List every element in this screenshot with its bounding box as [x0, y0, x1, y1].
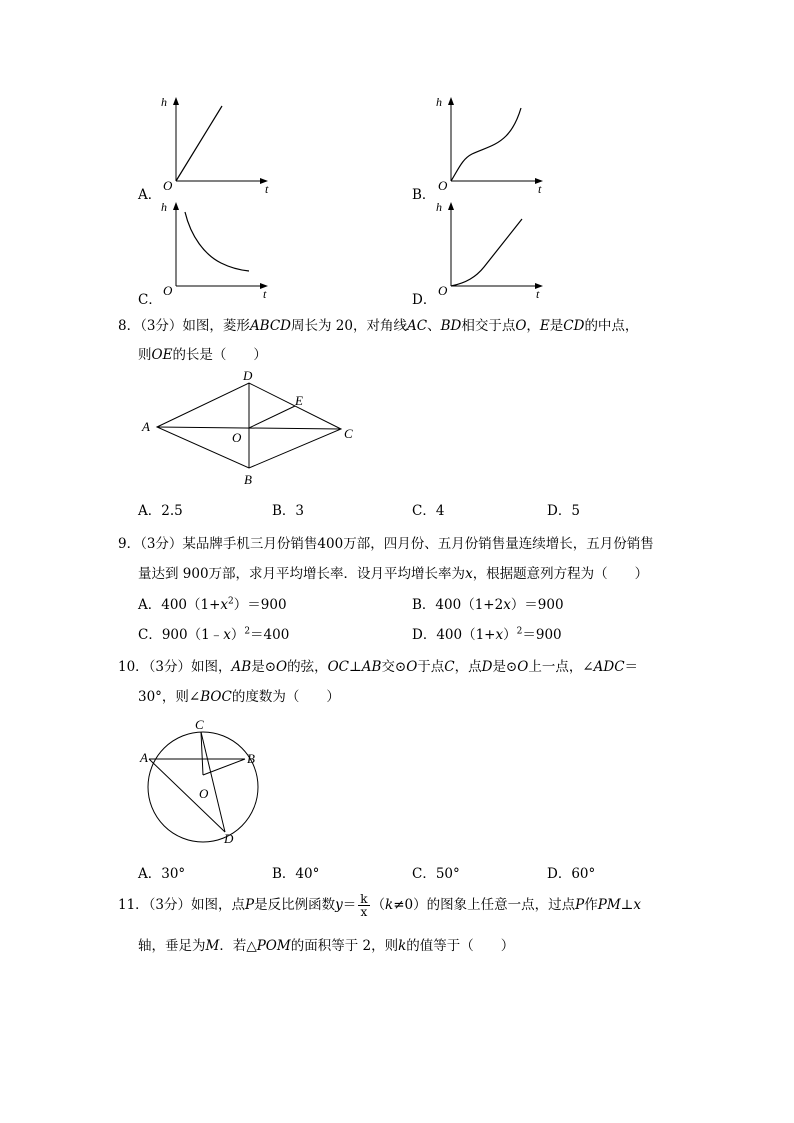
q8-var: BD — [440, 318, 462, 334]
q8-text: 的长是（ ） — [172, 347, 267, 363]
curve-c — [185, 212, 249, 271]
axis-label-h: h — [436, 200, 442, 214]
curve-d — [451, 219, 522, 286]
q8-choice-c[interactable]: C．4 — [412, 503, 445, 519]
label-e: E — [295, 393, 303, 408]
q9-exponent: 2 — [228, 596, 234, 607]
q10-var: D — [481, 659, 493, 675]
q8-var: AC — [407, 318, 428, 334]
q9-text: ，根据题意列方程为（ ） — [472, 566, 649, 582]
label-o: O — [199, 786, 209, 801]
q10-stem-line1 — [118, 655, 638, 675]
q10-text: 是⊙ — [492, 659, 518, 675]
fraction-k-over-x — [358, 893, 369, 918]
y-axis-arrow — [448, 202, 454, 210]
q8-var: CD — [563, 318, 585, 334]
q9-var: x — [223, 627, 231, 643]
q10-text: 30°，则∠ — [138, 689, 201, 705]
q7-option-a-letter: A． — [138, 187, 162, 203]
axis-label-h: h — [436, 95, 442, 109]
q11-var: M — [205, 938, 220, 954]
q7-graph-c — [155, 197, 285, 302]
q9-stem-line1: 9．（3分）某品牌手机三月份销售400万部，四月份、五月份销售量连续增长，五月份销售 — [118, 536, 654, 552]
q8-choice-b[interactable]: B．3 — [272, 503, 305, 519]
q8-text: ， — [526, 318, 540, 334]
label-o: O — [232, 430, 242, 445]
q11-text: ＝ — [342, 897, 357, 913]
q10-var: O — [517, 659, 529, 675]
q8-var: O — [515, 318, 527, 334]
q10-text: ⊥ — [349, 659, 362, 675]
q9-choice-d[interactable] — [412, 623, 562, 643]
q10-var: O — [276, 659, 288, 675]
q9-var: x — [503, 597, 511, 613]
q11-stem-line2 — [138, 934, 514, 954]
q7-graph-d — [430, 197, 560, 302]
q10-text: 10．（3分）如图， — [118, 659, 232, 675]
q9-exponent: 2 — [516, 626, 523, 637]
q11-var: P — [575, 897, 585, 913]
label-c: C — [344, 426, 353, 441]
q9-text: ＝400 — [250, 627, 290, 643]
q9-text: ）＝900 — [510, 597, 564, 613]
q10-choice-b[interactable]: B．40° — [272, 866, 320, 882]
q8-text: 周长为 20，对角线 — [291, 318, 407, 334]
axis-label-h: h — [161, 95, 167, 109]
q11-var: k — [385, 897, 394, 913]
origin-label: O — [438, 283, 448, 298]
q8-stem-line1 — [118, 314, 638, 334]
q8-choice-a[interactable]: A．2.5 — [138, 503, 183, 519]
q9-text: 量达到 900万部，求月平均增长率．设月平均增长率为 — [138, 566, 466, 582]
y-axis-arrow — [448, 97, 454, 105]
origin-label: O — [163, 283, 173, 298]
q11-text: ⊥ — [620, 897, 634, 913]
label-a: A — [140, 750, 148, 765]
q10-text: 上一点，∠ — [528, 659, 594, 675]
q10-circle-figure — [132, 712, 272, 852]
q10-var: BOC — [200, 689, 232, 705]
fraction-numerator: k — [360, 892, 368, 906]
q7-graph-b — [430, 92, 560, 197]
q10-text: 交⊙ — [381, 659, 407, 675]
q11-text: 11．（3分）如图，点 — [118, 897, 246, 913]
q9-text: C．900（1﹣ — [138, 627, 224, 643]
q11-text: ≠0）的图象上任意一点，过点 — [393, 897, 576, 913]
curve-linear — [176, 106, 222, 181]
q10-text: 的度数为（ ） — [231, 689, 340, 705]
q8-rhombus-figure — [135, 368, 365, 493]
q11-var: y — [335, 897, 343, 913]
y-axis-arrow — [173, 97, 179, 105]
q11-text: 是反比例函数 — [254, 897, 336, 913]
q9-text: D．400（1+ — [412, 627, 496, 643]
q9-choice-b[interactable] — [412, 593, 564, 613]
label-b: B — [247, 751, 255, 766]
segment-cd — [201, 732, 225, 832]
q10-var: ADC — [593, 659, 625, 675]
q8-var: OE — [151, 347, 173, 363]
q10-text: ＝ — [624, 659, 639, 675]
q10-text: ，点 — [454, 659, 482, 675]
label-d: D — [224, 831, 234, 846]
q10-choice-a[interactable]: A．30° — [138, 866, 186, 882]
q10-stem-line2 — [138, 685, 340, 705]
q9-var: x — [495, 627, 504, 643]
q10-var: AB — [361, 659, 382, 675]
label-a: A — [142, 419, 150, 434]
axis-label-t: t — [263, 287, 267, 301]
q10-choice-d[interactable]: D．60° — [547, 866, 596, 882]
q11-var: x — [633, 897, 641, 913]
q11-var: P — [245, 897, 255, 913]
q8-text: 则 — [138, 347, 152, 363]
q8-text: 的中点， — [584, 318, 639, 334]
q10-var: AB — [231, 659, 252, 675]
q9-exponent: 2 — [244, 626, 251, 637]
q8-var: ABCD — [249, 318, 292, 334]
q11-text: 轴，垂足为 — [138, 938, 206, 954]
label-b: B — [244, 472, 252, 487]
q10-text: 的弦， — [287, 659, 328, 675]
q9-choice-a[interactable] — [138, 593, 287, 613]
q8-text: 8．（3分）如图，菱形 — [118, 318, 250, 334]
q7-option-d-letter: D． — [412, 292, 437, 308]
q8-text: 是 — [549, 318, 564, 334]
q9-text: ） — [503, 627, 517, 643]
q10-choice-c[interactable]: C．50° — [412, 866, 460, 882]
q11-text: 的值等于（ ） — [406, 938, 515, 954]
axis-label-h: h — [161, 200, 167, 214]
q10-text: 是⊙ — [251, 659, 277, 675]
q9-text: B．400（1+2 — [412, 597, 504, 613]
q11-stem-line1 — [118, 893, 641, 918]
y-axis-arrow — [173, 202, 179, 210]
label-c: C — [195, 717, 204, 732]
q11-text: 的面积等于 2，则 — [290, 938, 399, 954]
q11-text: ．若△ — [219, 938, 257, 954]
q9-choice-c[interactable] — [138, 623, 289, 643]
q11-text: 作 — [584, 897, 598, 913]
q9-var: x — [465, 566, 473, 582]
origin-label: O — [438, 178, 448, 193]
label-d: D — [243, 368, 253, 383]
q9-text: ）＝900 — [233, 597, 287, 613]
q7-option-c-letter: C． — [138, 292, 162, 308]
axis-label-t: t — [538, 182, 542, 196]
q10-var: O — [406, 659, 418, 675]
q8-stem-line2 — [138, 343, 267, 363]
q9-var: x — [220, 597, 229, 613]
q9-stem-line2 — [138, 562, 648, 582]
q11-var: k — [398, 938, 407, 954]
segment-oe — [249, 406, 295, 428]
q7-option-b-letter: B． — [412, 187, 436, 203]
q10-var: OC — [327, 659, 349, 675]
q8-var: E — [539, 318, 550, 334]
q10-text: 于点 — [417, 659, 445, 675]
q8-text: 、 — [427, 318, 441, 334]
curve-b — [451, 108, 521, 181]
q8-text: 相交于点 — [461, 318, 516, 334]
axis-label-t: t — [265, 182, 269, 196]
origin-label: O — [163, 178, 173, 193]
q9-text: ） — [230, 627, 245, 643]
q10-var: C — [444, 659, 455, 675]
q11-var: POM — [256, 938, 291, 954]
q11-var: PM — [597, 897, 621, 913]
q9-text: A．400（1+ — [138, 597, 221, 613]
q11-text: （ — [371, 897, 386, 913]
q9-text: ＝900 — [522, 627, 562, 643]
fraction-denominator: x — [360, 905, 368, 919]
axis-label-t: t — [536, 287, 540, 301]
q7-graph-a — [155, 92, 285, 197]
q8-choice-d[interactable]: D．5 — [547, 503, 580, 519]
